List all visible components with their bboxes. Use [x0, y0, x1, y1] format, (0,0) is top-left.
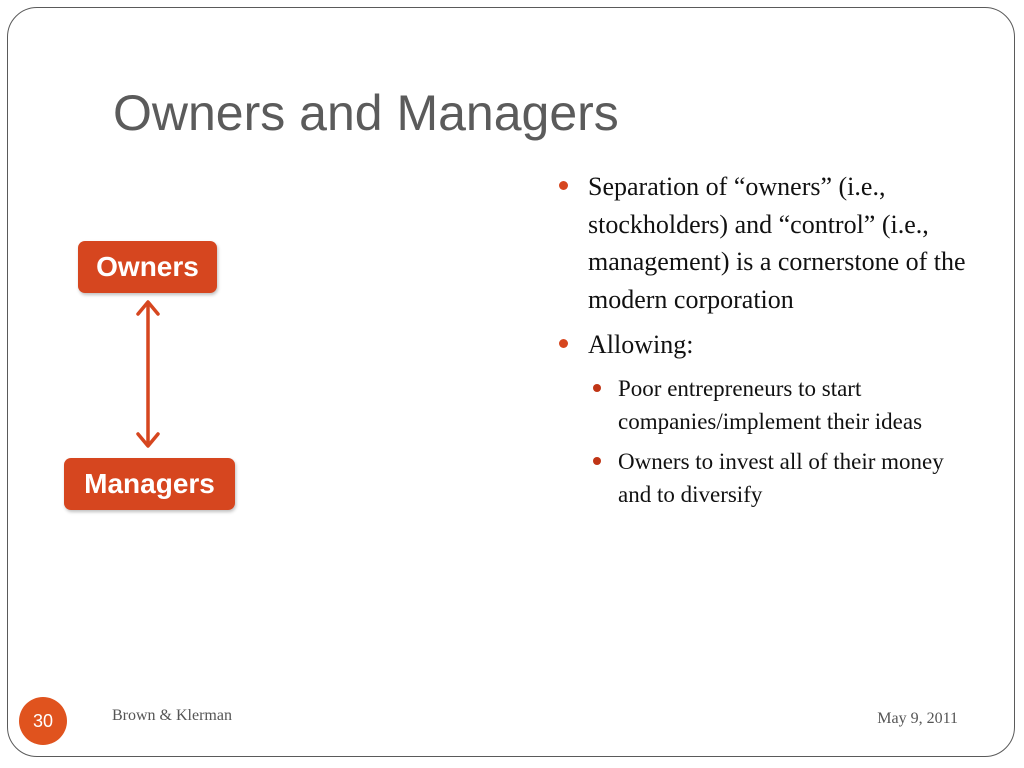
- sub-bullet-text: Owners to invest all of their money and to diversify: [618, 448, 944, 507]
- bullet-dot-icon: [559, 339, 568, 348]
- sub-bullet-dot-icon: [593, 384, 601, 392]
- managers-box: [64, 458, 235, 510]
- slide-title: Owners and Managers: [113, 85, 619, 141]
- owners-label: Owners: [96, 251, 199, 282]
- sub-bullet-text: Poor entrepreneurs to start companies/implement their ideas: [618, 375, 923, 434]
- sub-bullet-item: [556, 445, 976, 512]
- footer-author: Brown & Klerman: [112, 707, 232, 724]
- managers-label: Managers: [84, 468, 215, 499]
- sub-bullet-item: [556, 372, 976, 439]
- double-arrow-icon: [128, 298, 168, 450]
- bullet-item: [556, 168, 976, 318]
- owners-box: [78, 241, 217, 293]
- bullet-text: Separation of “owners” (i.e., stockholders) and “control” (i.e., management) is a cornerstone of the modern corporation: [588, 172, 966, 314]
- footer-date: May 9, 2011: [877, 710, 958, 727]
- bullet-dot-icon: [559, 181, 568, 190]
- bullet-list: [556, 168, 976, 518]
- bullet-item: [556, 326, 976, 364]
- sub-bullet-list: [556, 372, 976, 512]
- slide-number-badge: 30: [19, 697, 67, 745]
- sub-bullet-dot-icon: [593, 457, 601, 465]
- bullet-text: Allowing:: [588, 330, 694, 359]
